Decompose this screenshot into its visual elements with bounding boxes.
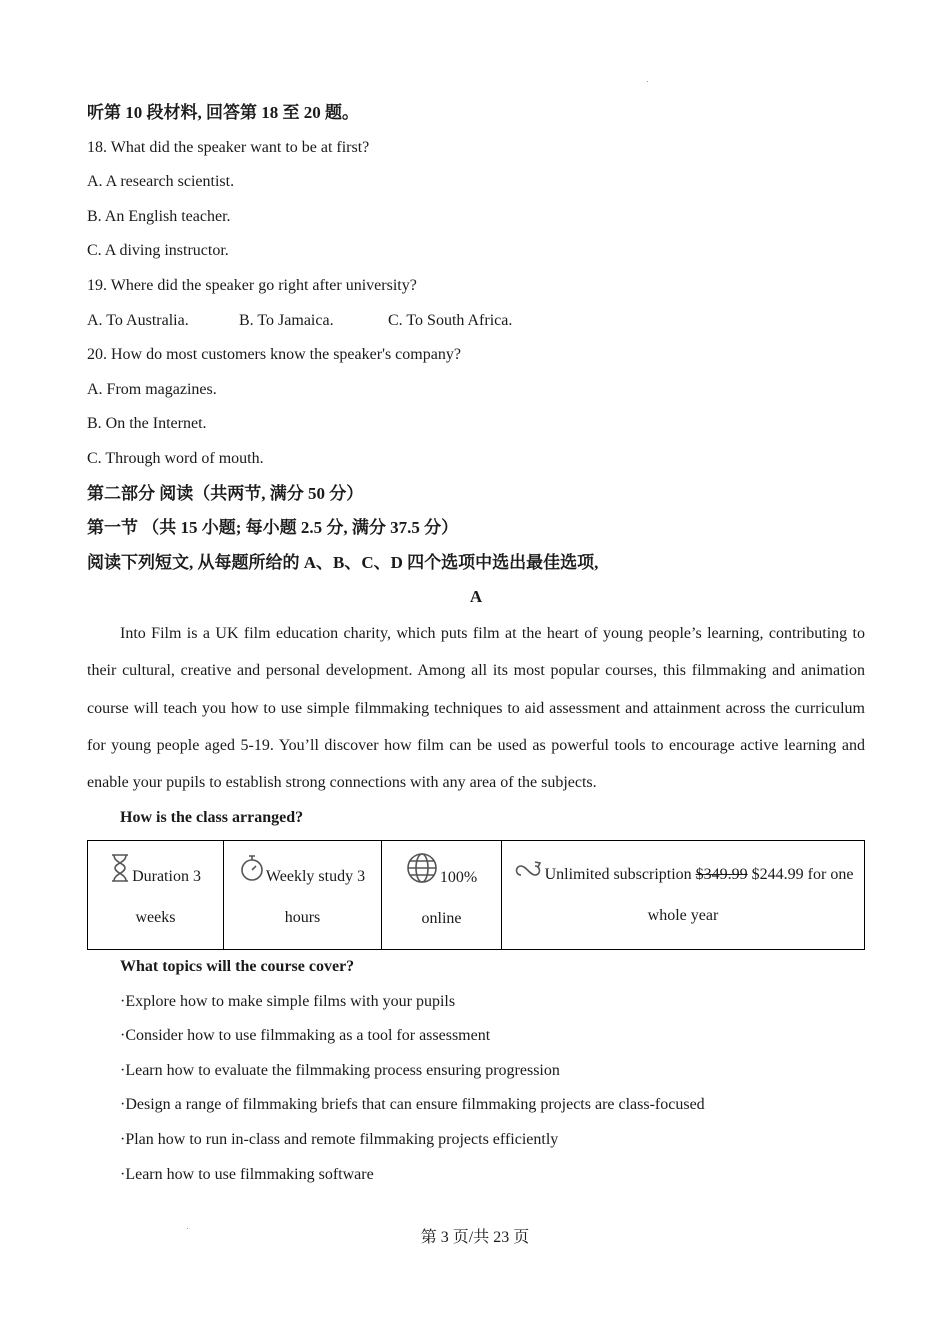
- reading-instruction: 阅读下列短文, 从每题所给的 A、B、C、D 四个选项中选出最佳选项,: [87, 552, 599, 572]
- topic-item: ·Design a range of filmmaking briefs that can ensure filmmaking projects are class-focused: [120, 1096, 705, 1114]
- course-info-table: [87, 840, 865, 950]
- topic-item: ·Learn how to use filmmaking software: [120, 1165, 374, 1183]
- option-20a: A. From magazines.: [87, 380, 217, 398]
- part-heading: 第二部分 阅读（共两节, 满分 50 分）: [87, 483, 364, 503]
- option-18a: A. A research scientist.: [87, 173, 235, 191]
- topic-item: ·Plan how to run in-class and remote filmmaking projects efficiently: [120, 1130, 559, 1148]
- topic-item: ·Explore how to make simple films with your pupils: [120, 992, 456, 1010]
- option-19b: B. To Jamaica.: [239, 311, 334, 329]
- topic-item: ·Learn how to evaluate the filmmaking process ensuring progression: [120, 1061, 560, 1079]
- old-price: $349.99: [695, 865, 748, 883]
- scan-dot: [647, 81, 648, 82]
- arranged-heading: How is the class arranged?: [120, 809, 304, 827]
- topic-item: ·Consider how to use filmmaking as a tool for assessment: [120, 1027, 491, 1045]
- globe-icon: [406, 852, 438, 899]
- page-footer: 第 3 页/共 23 页: [420, 1229, 530, 1246]
- weekly-study-cell: Weekly study 3 hours: [224, 840, 382, 949]
- question-19: 19. Where did the speaker go right after university?: [87, 276, 417, 294]
- passage-paragraph: Into Film is a UK film education charity, which puts film at the heart of young people’s learning, contributing to their cultural, creative and personal development. Among all its most popular courses, this filmmaking and animation course will teach you how to use simple filmmaking techniques to aid assessment and attainment across the curriculum for young people aged 5-19. You’ll discover how film can be used as powerful tools to encourage active learning and enable your pupils to establish strong connections with any area of the subjects.: [87, 624, 865, 792]
- question-18: 18. What did the speaker want to be at first?: [87, 138, 370, 156]
- document-page: [87, 96, 865, 1192]
- topics-heading: What topics will the course cover?: [120, 957, 355, 975]
- question-20: 20. How do most customers know the speaker's company?: [87, 346, 461, 364]
- stopwatch-icon: [240, 853, 264, 898]
- online-cell: 100% online: [382, 840, 502, 949]
- option-19c: C. To South Africa.: [388, 311, 513, 329]
- option-19a: A. To Australia.: [87, 311, 189, 329]
- option-20b: B. On the Internet.: [87, 415, 207, 433]
- duration-cell: Duration 3 weeks: [88, 840, 224, 949]
- passage-label: A: [469, 587, 483, 607]
- section-heading: 听第 10 段材料, 回答第 18 至 20 题。: [87, 103, 359, 122]
- hourglass-icon: [110, 853, 130, 898]
- option-18b: B. An English teacher.: [87, 207, 231, 225]
- options-19: [87, 304, 865, 339]
- section-one-heading: 第一节 （共 15 小题; 每小题 2.5 分, 满分 37.5 分）: [87, 518, 459, 538]
- option-18c: C. A diving instructor.: [87, 242, 229, 260]
- option-20c: C. Through word of mouth.: [87, 449, 264, 467]
- subscription-cell: Unlimited subscription $349.99 $244.99 for one whole year: [502, 840, 865, 949]
- infinity-icon: [513, 857, 543, 896]
